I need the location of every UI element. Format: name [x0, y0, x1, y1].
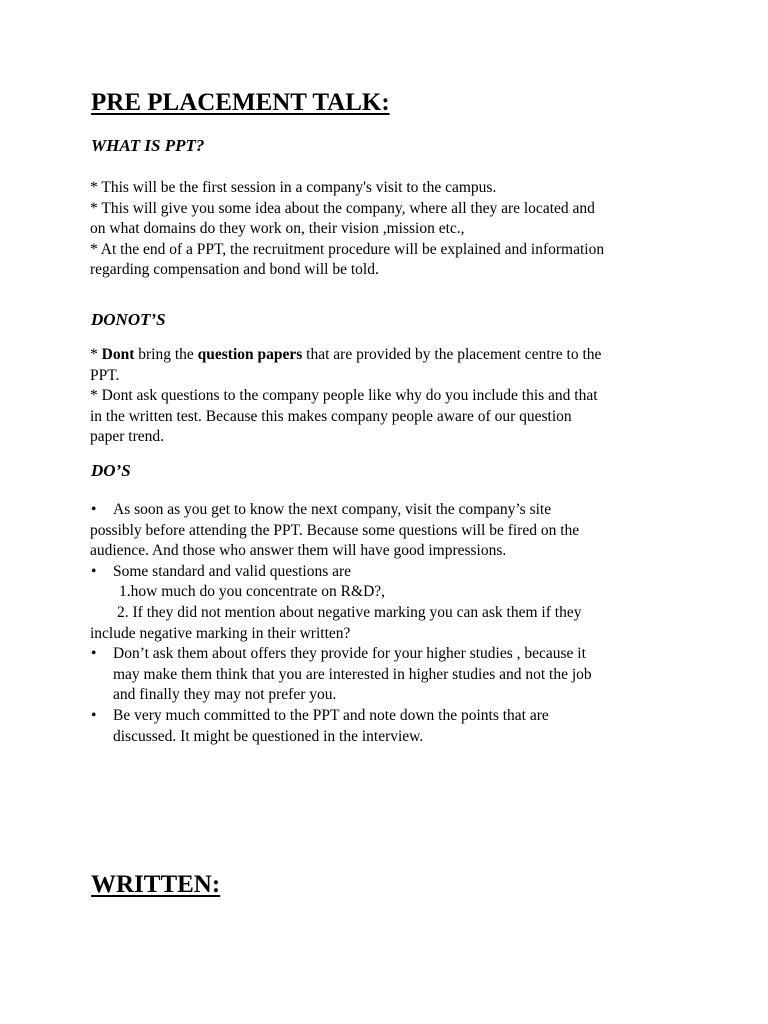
text-line: * This will give you some idea about the company, where all they are located and — [90, 199, 595, 217]
dos-list — [90, 500, 690, 747]
text-line: * This will be the first session in a company's visit to the campus. — [90, 179, 497, 196]
bold-text: question papers — [197, 346, 303, 363]
section-heading-what-is-ppt: WHAT IS PPT? — [91, 136, 205, 155]
list-item-continuation: may make them think that you are interested in higher studies and not the job — [113, 665, 592, 683]
list-item-text: Be very much committed to the PPT and note down the points that are — [113, 706, 549, 724]
page-title: PRE PLACEMENT TALK: — [91, 89, 390, 116]
text-fragment: bring the — [134, 346, 198, 363]
bullet-icon: • — [91, 706, 97, 724]
list-item-continuation: and finally they may not prefer you. — [113, 686, 337, 704]
text-line: paper trend. — [90, 428, 165, 446]
text-line — [90, 345, 690, 366]
section-heading-dos: DO’S — [91, 461, 131, 480]
bullet-icon: • — [91, 645, 97, 663]
section-heading-donts: DONOT’S — [91, 310, 166, 329]
sub-item: 2. If they did not mention about negative marking you can ask them if they — [117, 603, 582, 621]
text-line: PPT. — [90, 366, 120, 384]
list-item — [90, 644, 690, 665]
list-item-text: Some standard and valid questions are — [113, 562, 352, 580]
list-item — [90, 706, 690, 727]
bullet-icon: • — [91, 501, 97, 518]
text-line: in the written test. Because this makes company people aware of our question — [90, 407, 572, 425]
text-line: on what domains do they work on, their vision ,mission etc., — [90, 220, 465, 238]
what-is-ppt-body — [90, 178, 690, 281]
bold-text: Dont — [101, 346, 135, 363]
bullet-icon: • — [91, 562, 97, 580]
list-item-continuation: audience. And those who answer them will have good impressions. — [90, 542, 507, 560]
text-line: * Dont ask questions to the company people like why do you include this and that — [90, 387, 598, 405]
text-fragment: * — [90, 346, 102, 363]
section-title-written: WRITTEN: — [91, 871, 221, 898]
list-item-continuation: include negative marking in their written? — [90, 624, 351, 642]
list-item-text: As soon as you get to know the next company, visit the company’s site — [113, 501, 552, 518]
list-item — [90, 500, 690, 521]
list-item-continuation: discussed. It might be questioned in the interview. — [113, 727, 424, 745]
text-fragment: that are provided by the placement centre to the — [302, 346, 602, 363]
text-line: regarding compensation and bond will be told. — [90, 261, 379, 279]
sub-item: 1.how much do you concentrate on R&D?, — [119, 583, 386, 601]
donts-body — [90, 345, 690, 448]
list-item-continuation: possibly before attending the PPT. Because some questions will be fired on the — [90, 521, 580, 539]
list-item-text: Don’t ask them about offers they provide for your higher studies , because it — [113, 645, 586, 663]
text-line: * At the end of a PPT, the recruitment procedure will be explained and information — [90, 240, 605, 258]
list-item — [90, 562, 690, 583]
